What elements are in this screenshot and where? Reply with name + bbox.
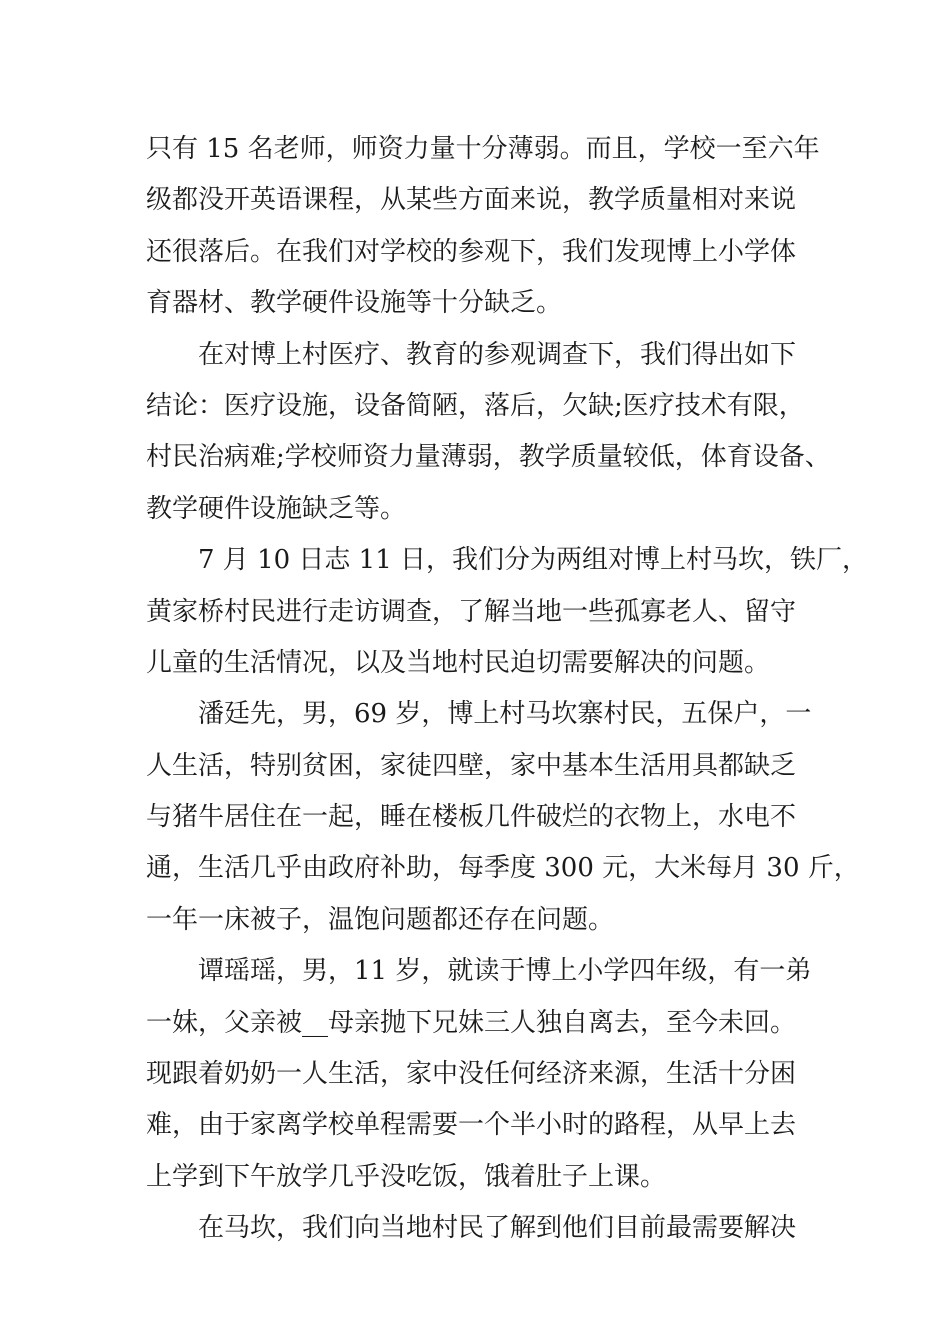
text-line-12: 潘廷先，男，69 岁，博上村马坎寨村民，五保户，一 bbox=[198, 699, 812, 730]
text-line-1: 只有 15 名老师，师资力量十分薄弱。而且，学校一至六年 bbox=[146, 134, 820, 164]
text-line-22: 在马坎，我们向当地村民了解到他们目前最需要解决 bbox=[198, 1213, 797, 1244]
text-line-13: 人生活，特别贫困，家徒四壁，家中基本生活用具都缺乏 bbox=[146, 750, 797, 781]
text-line-5: 在对博上村医疗、教育的参观调查下，我们得出如下 bbox=[198, 339, 797, 370]
text-line-4: 育器材、教学硬件设施等十分缺乏。 bbox=[146, 288, 563, 319]
text-line-15: 通，生活几乎由政府补助，每季度 300 元，大米每月 30 斤， bbox=[146, 853, 860, 884]
text-line-14: 与猪牛居住在一起，睡在楼板几件破烂的衣物上，水电不 bbox=[146, 802, 797, 833]
text-line-18: 一妹，父亲被__母亲抛下兄妹三人独自离去，至今未回。 bbox=[146, 1007, 797, 1038]
text-line-20: 难，由于家离学校单程需要一个半小时的路程，从早上去 bbox=[146, 1110, 797, 1141]
text-line-10: 黄家桥村民进行走访调查，了解当地一些孤寡老人、留守 bbox=[146, 596, 797, 627]
text-line-9: 7 月 10 日志 11 日，我们分为两组对博上村马坎，铁厂， bbox=[198, 545, 869, 576]
text-line-11: 儿童的生活情况，以及当地村民迫切需要解决的问题。 bbox=[146, 647, 771, 678]
text-line-2: 级都没开英语课程，从某些方面来说，教学质量相对来说 bbox=[146, 185, 797, 216]
document-body bbox=[146, 124, 869, 1255]
text-line-8: 教学硬件设施缺乏等。 bbox=[146, 493, 407, 524]
text-line-6: 结论：医疗设施，设备简陋，落后，欠缺;医疗技术有限， bbox=[146, 390, 805, 421]
text-line-3: 还很落后。在我们对学校的参观下，我们发现博上小学体 bbox=[146, 236, 797, 267]
text-line-16: 一年一床被子，温饱问题都还存在问题。 bbox=[146, 904, 615, 935]
text-line-21: 上学到下午放学几乎没吃饭，饿着肚子上课。 bbox=[146, 1161, 667, 1192]
text-line-19: 现跟着奶奶一人生活，家中没任何经济来源，生活十分困 bbox=[146, 1059, 797, 1090]
text-line-17: 谭瑶瑶，男，11 岁，就读于博上小学四年级，有一弟 bbox=[198, 956, 812, 987]
text-line-7: 村民治病难;学校师资力量薄弱，教学质量较低，体育设备、 bbox=[146, 442, 831, 473]
